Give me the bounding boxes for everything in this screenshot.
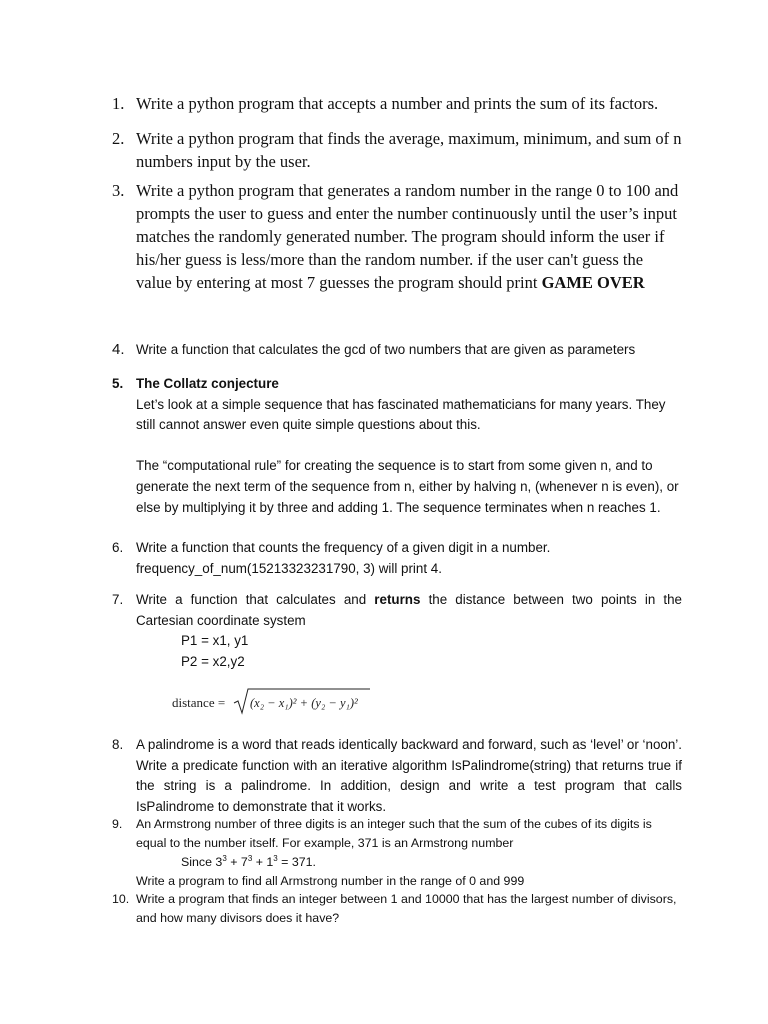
question-number: 2. (112, 129, 125, 148)
armstrong-example: Since $3^3 + 7^3 + 1^3 = 371$. (181, 854, 316, 869)
question-9 (112, 815, 682, 891)
question-number: 5. (112, 376, 124, 391)
question-3 (112, 179, 682, 294)
question-number: 4. (112, 341, 125, 358)
question-title: The Collatz conjecture (136, 376, 279, 391)
returns-text: returns (374, 592, 421, 607)
question-number: 7. (112, 592, 124, 607)
question-text: A palindrome is a word that reads identically backward and forward, such as ‘level’ or ‘noon’. Write a predicate function with an iterative algorithm IsPalindrome(string) that returns true if the string is a palindrome. In addition, design and write a test program that calls IsPalindrome to demonstrate that it works. (136, 737, 682, 814)
question-text: Write a function that calculates and (136, 592, 367, 607)
game-over-text: GAME OVER (541, 273, 645, 292)
point-2: P2 = x2,y2 (181, 653, 245, 669)
question-number: 8. (112, 737, 124, 752)
question-text: Write a python program that accepts a number and prints the sum of its factors. (136, 94, 659, 113)
question-number: 9. (112, 817, 123, 831)
question-10 (112, 890, 682, 928)
question-number: 6. (112, 540, 124, 555)
question-text: Write a function that calculates the gcd of two numbers that are given as parameters (136, 342, 636, 357)
question-number: 10. (112, 892, 130, 906)
question-paragraph: The “computational rule” for creating the sequence is to start from some given n, and to generate the next term of the sequence from n, either by halving n, (whenever n is even), or else by multiplying it by three and adding 1. The sequence terminates when n reaches 1. (136, 458, 679, 515)
question-text: Write a python program that finds the average, maximum, minimum, and sum of n numbers input by the user. (136, 129, 682, 171)
question-number: 1. (112, 94, 125, 113)
example-code: frequency_of_num(15213323231790, 3) will print 4. (136, 560, 442, 576)
question-text: Write a python program that generates a random number in the range 0 to 100 and prompts the user to guess and enter the number continuously until the user’s input matches the randomly generated number. The program should inform the user if his/her guess is less/more than the random number. if the user can't guess the value by entering at most 7 guesses the program should print (136, 181, 679, 292)
question-4 (112, 340, 682, 361)
question-5 (112, 374, 682, 518)
formula-rhs: (x₂ − x₁)² + (y₂ − y₁)² (250, 696, 358, 710)
question-7 (112, 590, 682, 672)
point-1: P1 = x1, y1 (181, 633, 249, 649)
question-6 (112, 538, 682, 579)
question-paragraph: Let’s look at a simple sequence that has fascinated mathematicians for many years. They still cannot answer even quite simple questions about this. (136, 396, 666, 433)
question-text: the distance between two points in the Cartesian coordinate system (136, 592, 682, 628)
question-2 (112, 127, 682, 173)
question-1 (112, 92, 682, 115)
question-task: Write a program to find all Armstrong number in the range of 0 and 999 (136, 874, 525, 888)
formula-lhs: distance = (172, 695, 226, 710)
distance-formula (172, 686, 382, 718)
question-text: Write a function that counts the frequency of a given digit in a number. (136, 540, 551, 555)
question-text: An Armstrong number of three digits is an integer such that the sum of the cubes of its digits is equal to the number itself. For example, 371 is an Armstrong number (136, 817, 652, 850)
question-8 (112, 735, 682, 817)
question-number: 3. (112, 181, 125, 200)
question-text: Write a program that finds an integer between 1 and 10000 that has the largest number of divisors, and how many divisors does it have? (136, 892, 677, 925)
